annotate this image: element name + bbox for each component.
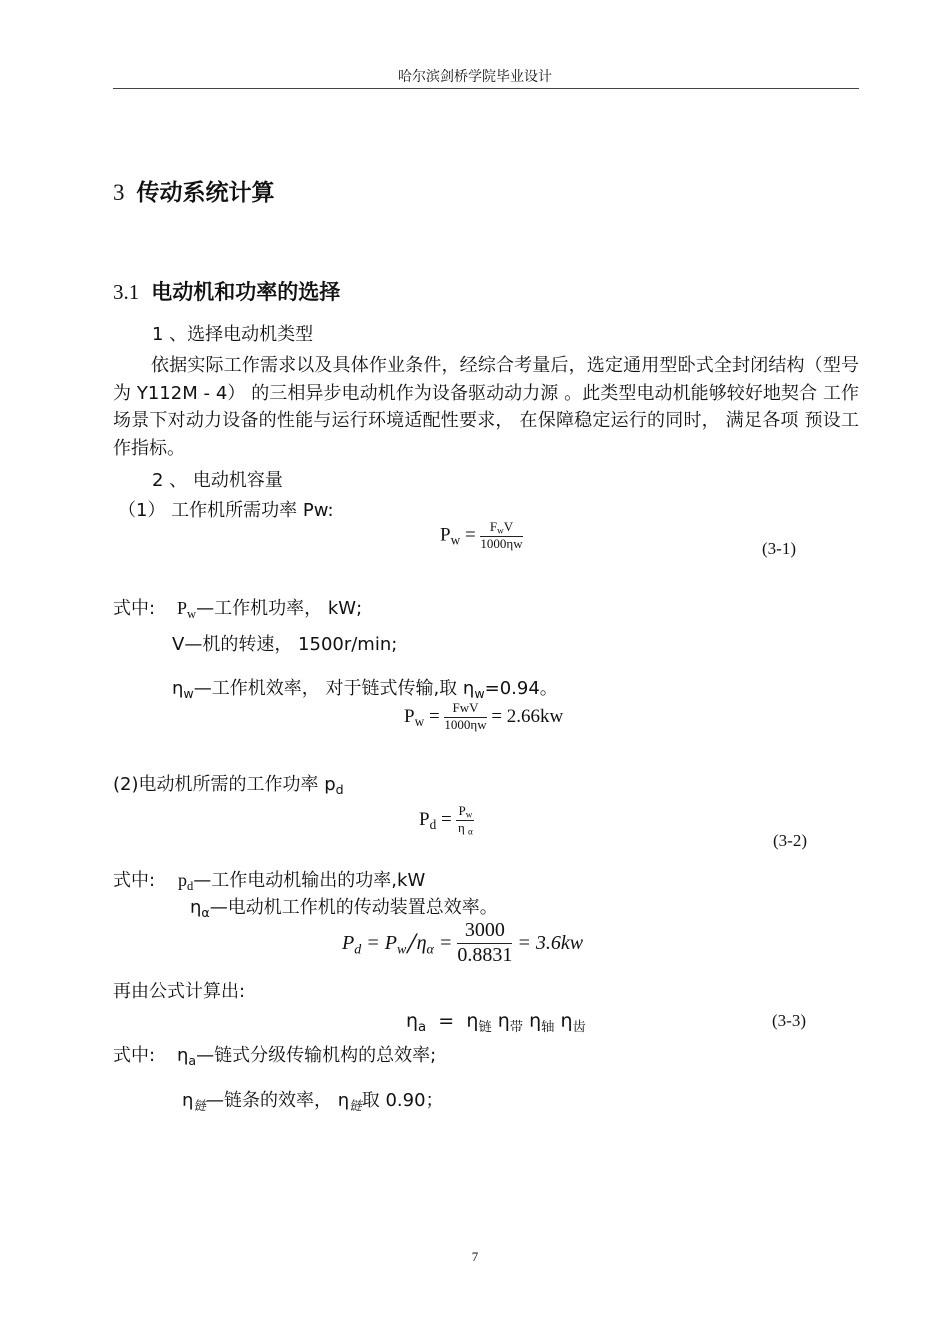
page-header-title: 哈尔滨剑桥学院毕业设计: [398, 69, 552, 85]
where-1-line-2: V—机的转速， 1500r/min;: [172, 634, 398, 655]
where-2-line-1: $p_d—$工作电动机输出的功率,kW: [178, 870, 426, 893]
where-3-line-2: $\eta_链—$链条的效率， $\eta_链$取 0.90；: [182, 1090, 444, 1113]
equation-pd-result: $P_d = P_w/\eta_\alpha$ = $\frac{3000}{0.8831}$ = 3.6kw: [342, 919, 584, 966]
equation-3-2: $P_d$ = $\frac{P_w}{\eta _\alpha}$: [419, 803, 473, 837]
section-number: 3.1: [113, 280, 140, 304]
page-number: 7: [471, 1249, 479, 1264]
sub-item-2: (2)电动机所需的工作功率 $p_d$: [113, 774, 344, 797]
equation-3-3-number: (3-3): [772, 1011, 806, 1030]
equation-3-2-number: (3-2): [773, 831, 807, 850]
where-3-label: 式中:: [113, 1045, 156, 1066]
where-1-line-3: $\eta_w—$工作机效率， 对于链式传输,取 $\eta_w=0.94$。: [172, 678, 558, 701]
where-3-line-1: $\eta_a—$链式分级传输机构的总效率;: [177, 1045, 437, 1068]
header-divider: [113, 88, 859, 89]
equation-3-3: $\eta_a = \eta_链$ $\eta_带$ $\eta_轴$ $\eta_齿$: [406, 1010, 586, 1035]
chapter-number: 3: [113, 180, 125, 205]
where-1-label: 式中:: [113, 598, 156, 619]
where-1-line-1: $P_w—$工作机功率， kW;: [177, 598, 363, 621]
section-title: 电动机和功率的选择: [151, 280, 341, 304]
equation-3-1: $P_w$ = $\frac{F_wV}{1000\eta w}$: [440, 519, 523, 552]
where-2-label: 式中:: [113, 870, 156, 891]
chapter-heading: [113, 174, 275, 207]
motor-type-paragraph: 依据实际工作需求以及具体作业条件，经综合考量后，选定通用型卧式全封闭结构（型号为 Y112M - 4） 的三相异步电动机作为设备驱动动力源 。此类型电动机能够较好地契合 工作场景下对动力设备的性能与运行环境适配性要求， 在保障稳定运行的同时， 满足各项 预设工作指标。: [113, 355, 859, 459]
item-1-heading: 1 、选择电动机类型: [152, 324, 314, 345]
calc-intro: 再由公式计算出:: [113, 981, 246, 1002]
equation-pw-result: $P_w$ = $\frac{\text{FwV}}{1000\eta w}$ = 2.66kw: [404, 700, 564, 732]
section-heading: [113, 276, 340, 306]
item-2-heading: 2 、 电动机容量: [152, 470, 283, 491]
equation-3-1-number: (3-1): [762, 539, 796, 558]
chapter-title: 传动系统计算: [136, 180, 275, 206]
where-2-line-2: $\eta_\alpha—$电动机工作机的传动装置总效率。: [190, 897, 498, 920]
sub-item-1: （1） 工作机所需功率 Pw:: [118, 500, 334, 521]
